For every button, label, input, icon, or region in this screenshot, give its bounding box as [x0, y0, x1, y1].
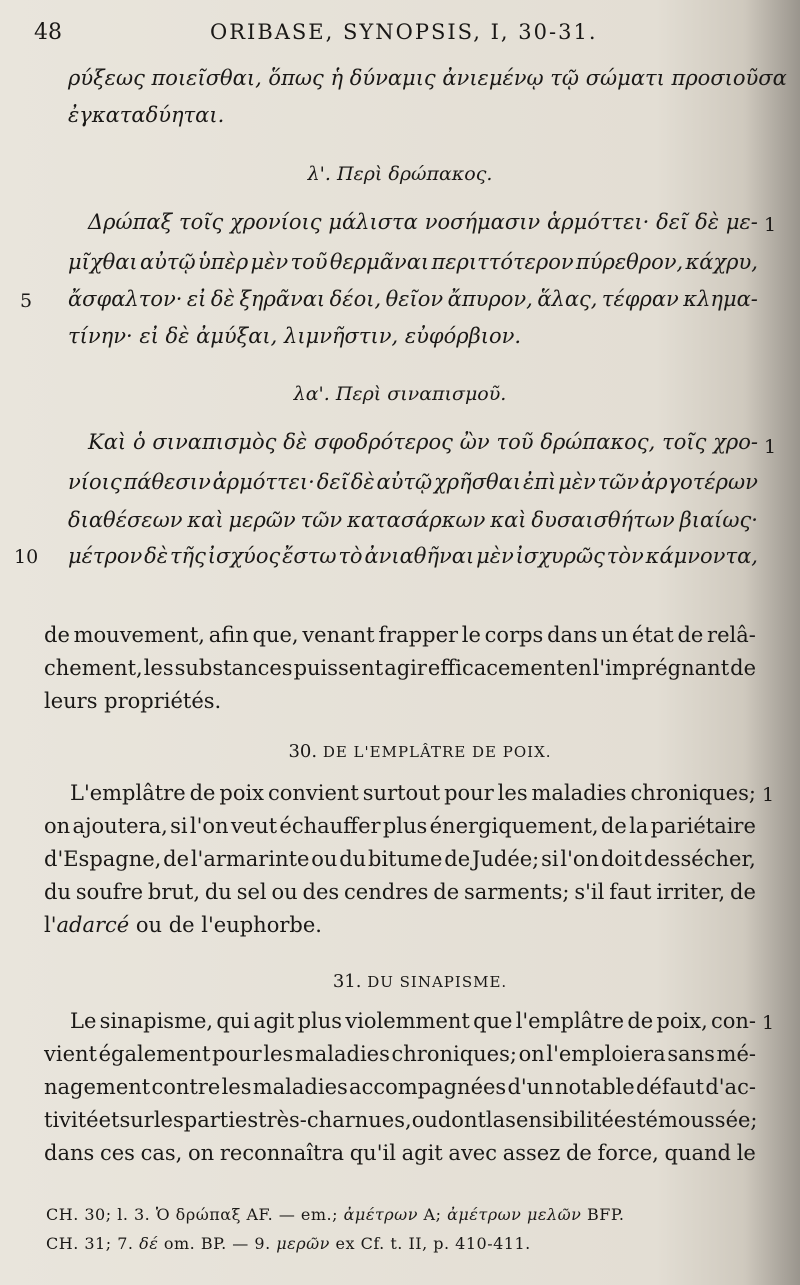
word: la: [485, 1108, 506, 1132]
french-line: [44, 1042, 756, 1066]
word: de: [189, 781, 216, 805]
word: du: [339, 847, 367, 871]
word: le: [736, 1141, 756, 1165]
word: maladies: [252, 1075, 348, 1099]
word: πάθεσιν: [123, 470, 211, 494]
word: νοσήμασιν: [424, 210, 541, 234]
word: αὐτῷ: [139, 250, 196, 274]
word: pour: [212, 1042, 262, 1066]
word: sur: [119, 1108, 154, 1132]
word: chroniques;: [630, 781, 756, 805]
word: ou: [271, 880, 298, 904]
word: sinapisme,: [99, 1009, 214, 1033]
word: dans: [547, 623, 598, 647]
word: poix: [219, 781, 265, 805]
margin-number: 1: [764, 214, 777, 236]
word: relâ-: [707, 623, 756, 647]
word: notable: [554, 1075, 635, 1099]
greek-line: [68, 544, 758, 568]
greek-line: [68, 470, 758, 494]
word: maladies: [294, 1042, 390, 1066]
word: plus: [297, 1009, 343, 1033]
word: ἅλας,: [537, 287, 598, 311]
word: les: [153, 1108, 184, 1132]
word: puissent: [293, 656, 384, 680]
footnote-greek: ἀμέτρων: [343, 1205, 418, 1224]
footnote: [46, 1234, 531, 1253]
word: δεῖ: [316, 470, 349, 494]
greek-line: [68, 250, 758, 274]
french-line-last: [44, 913, 756, 937]
word: avec: [448, 1141, 497, 1165]
word: de: [730, 880, 756, 904]
word: on: [44, 814, 71, 838]
word: με-: [725, 210, 758, 234]
word: convient: [267, 781, 359, 805]
word: de: [730, 656, 756, 680]
word: on: [188, 1141, 215, 1165]
word: maladies: [531, 781, 627, 805]
word: δὲ: [695, 210, 720, 234]
greek-line: τίνην· εἰ δὲ ἀμύξαι, λιμνῆστιν, εὐφόρβιον.: [68, 324, 522, 348]
word: ξηρᾶναι: [239, 287, 326, 311]
word: con-: [710, 1009, 756, 1033]
word: l'imprégnant: [592, 656, 730, 680]
margin-number: 1: [762, 1012, 775, 1034]
word: δρώπακος,: [540, 430, 656, 454]
word: de: [444, 847, 471, 871]
french-line: [70, 1009, 756, 1033]
word: ajoutera,: [72, 814, 168, 838]
word: θερμᾶναι: [329, 250, 430, 274]
word: état: [631, 623, 674, 647]
word: μῖχθαι: [68, 250, 138, 274]
word: de: [565, 1141, 592, 1165]
word: en: [565, 656, 592, 680]
word: αὐτῷ: [376, 470, 433, 494]
word: veut: [230, 814, 278, 838]
word: l'on: [560, 847, 600, 871]
greek-line: [68, 508, 758, 532]
footnote-greek: μερῶν: [276, 1234, 330, 1253]
word: ἀνιαθῆναι: [364, 544, 475, 568]
word: βιαίως·: [679, 508, 758, 532]
italic-term: adarcé: [56, 913, 130, 937]
word: du: [204, 880, 232, 904]
word: δὲ: [350, 470, 375, 494]
word: τῆς: [169, 544, 206, 568]
word: du: [44, 880, 71, 904]
word: sel: [236, 880, 267, 904]
word: dessécher,: [643, 847, 756, 871]
word: μὲν: [558, 470, 596, 494]
word: très-charnues,: [258, 1108, 412, 1132]
word: que: [473, 1009, 513, 1033]
text-run: ou de l'euphorbe.: [129, 913, 322, 937]
word: le: [461, 623, 481, 647]
word: τοῖς: [662, 430, 707, 454]
word: tivité: [44, 1108, 99, 1132]
word: l'on: [189, 814, 229, 838]
page-header: [0, 20, 800, 50]
greek-line: [88, 210, 758, 234]
word: corps: [484, 623, 544, 647]
greek-line: ἐγκαταδύηται.: [68, 103, 225, 127]
word: frapper: [378, 623, 459, 647]
word: force,: [597, 1141, 659, 1165]
word: l'armarinte: [190, 847, 310, 871]
footnote-text: CH. 30; l. 3. Ὁ δρώπαξ AF. — em.;: [46, 1205, 344, 1224]
word: est: [613, 1108, 646, 1132]
section-heading-french-30: [20, 741, 800, 762]
word: que,: [252, 623, 299, 647]
greek-line: ρύξεως ποιεῖσθαι, ὅπως ἡ δύναμις ἀνιεμένῳ τῷ σώματι προσιοῦσα: [68, 66, 787, 90]
word: accompagnées: [349, 1075, 507, 1099]
word: de: [627, 1009, 654, 1033]
word: δὲ: [210, 287, 235, 311]
greek-line: [88, 430, 758, 454]
word: dont: [437, 1108, 486, 1132]
word: de: [44, 623, 70, 647]
word: κάμνοντα,: [645, 544, 758, 568]
word: afin: [208, 623, 249, 647]
footnote-greek: ἀμέτρων μελῶν: [447, 1205, 582, 1224]
word: τὸ: [338, 544, 363, 568]
word: ἀργοτέρων: [641, 470, 758, 494]
word: sans: [667, 1042, 715, 1066]
word: doit: [600, 847, 643, 871]
word: θεῖον: [385, 287, 444, 311]
word: les: [143, 656, 174, 680]
word: μερῶν: [228, 508, 296, 532]
word: δυσαισθήτων: [531, 508, 675, 532]
section-heading-greek-31: λα'. Περὶ σιναπισμοῦ.: [293, 383, 507, 405]
word: mé-: [716, 1042, 756, 1066]
margin-number: 1: [762, 784, 775, 806]
word: sarments;: [464, 880, 570, 904]
word: efficacement: [427, 656, 565, 680]
word: ἰσχύος: [207, 544, 281, 568]
word: agit: [253, 1009, 295, 1033]
word: ἄπυρον,: [447, 287, 533, 311]
word: ὑπὲρ: [198, 250, 249, 274]
word: d'un: [507, 1075, 554, 1099]
word: χρο-: [713, 430, 758, 454]
french-line: [44, 623, 756, 647]
word: cendres: [344, 880, 429, 904]
word: κάχρυ,: [685, 250, 758, 274]
word: émoussée;: [645, 1108, 758, 1132]
word: vient: [44, 1042, 97, 1066]
word: Δρώπαξ: [88, 210, 173, 234]
word: καὶ: [187, 508, 224, 532]
word: τοῖς: [179, 210, 224, 234]
word: chroniques;: [391, 1042, 517, 1066]
word: les: [263, 1042, 294, 1066]
word: brut,: [147, 880, 200, 904]
word: pour: [444, 781, 494, 805]
word: d'Espagne,: [44, 847, 162, 871]
french-line: [44, 1075, 756, 1099]
word: δέοι,: [329, 287, 382, 311]
section-number: 30.: [288, 741, 318, 762]
word: un: [601, 623, 629, 647]
word: ἄσφαλτον·: [68, 287, 183, 311]
word: εἰ: [186, 287, 207, 311]
french-line: [44, 1108, 756, 1132]
word: ὢν: [459, 430, 490, 454]
word: καὶ: [490, 508, 527, 532]
french-line: [44, 1141, 756, 1165]
word: μὲν: [476, 544, 514, 568]
line-number: 10: [14, 546, 39, 568]
word: bitume: [368, 847, 443, 871]
word: les: [497, 781, 528, 805]
word: agit: [401, 1141, 443, 1165]
footnote-text: A;: [417, 1205, 448, 1224]
french-line: [70, 781, 756, 805]
word: διαθέσεων: [68, 508, 183, 532]
word: τέφραν: [601, 287, 679, 311]
word: ou: [311, 847, 338, 871]
word: des: [302, 880, 340, 904]
word: ἰσχυρῶς: [515, 544, 605, 568]
word: et: [98, 1108, 120, 1132]
greek-line: [68, 287, 758, 311]
word: ou: [411, 1108, 438, 1132]
word: δεῖ: [656, 210, 689, 234]
word: τῶν: [300, 508, 343, 532]
word: la: [629, 814, 649, 838]
word: χρῆσθαι: [434, 470, 522, 494]
word: soufre: [75, 880, 144, 904]
french-line: [44, 814, 756, 838]
word: d'ac-: [705, 1075, 756, 1099]
word: s'il: [574, 880, 605, 904]
word: ἐπὶ: [522, 470, 557, 494]
word: τοῦ: [496, 430, 534, 454]
word: de: [163, 847, 190, 871]
word: qui: [216, 1009, 250, 1033]
word: μέτρον: [68, 544, 143, 568]
word: Le: [70, 1009, 97, 1033]
footnote-text: om. BP. — 9.: [158, 1234, 277, 1253]
section-heading-french-31: [20, 971, 800, 992]
word: ἁρμόττει·: [212, 470, 315, 494]
word: irriter,: [656, 880, 726, 904]
word: de: [677, 623, 704, 647]
word: l'emploiera: [546, 1042, 666, 1066]
word: κλημα-: [683, 287, 758, 311]
word: on: [518, 1042, 545, 1066]
word: μὲν: [250, 250, 289, 274]
word: νίοις: [68, 470, 122, 494]
line-number: 5: [20, 290, 33, 312]
word: qu'il: [349, 1141, 396, 1165]
word: agir: [384, 656, 427, 680]
text-run: l': [44, 913, 57, 937]
word: l'emplâtre: [515, 1009, 625, 1033]
word: défaut: [635, 1075, 705, 1099]
word: assez: [502, 1141, 561, 1165]
word: surtout: [362, 781, 441, 805]
word: si: [541, 847, 559, 871]
word: ἁρμόττει·: [547, 210, 650, 234]
french-line: [44, 880, 756, 904]
word: chement,: [44, 656, 143, 680]
word: δὲ: [144, 544, 169, 568]
word: τοῦ: [290, 250, 328, 274]
word: plus: [382, 814, 428, 838]
word: de: [433, 880, 460, 904]
section-number: 31.: [332, 971, 362, 992]
word: τὸν: [606, 544, 644, 568]
word: contre: [151, 1075, 221, 1099]
word: ὁ: [132, 430, 146, 454]
section-title: DU SINAPISME.: [367, 973, 508, 991]
footnote-text: CH. 31; 7.: [46, 1234, 140, 1253]
word: parties: [183, 1108, 259, 1132]
word: mouvement,: [73, 623, 205, 647]
word: Καὶ: [88, 430, 127, 454]
word: les: [221, 1075, 252, 1099]
word: venant: [302, 623, 375, 647]
footnote-text: BFP.: [581, 1205, 625, 1224]
word: ἔστω: [282, 544, 337, 568]
footnote-text: ex Cf. t. II, p. 410-411.: [329, 1234, 531, 1253]
word: ces: [99, 1141, 135, 1165]
french-line: leurs propriétés.: [44, 689, 222, 713]
word: nagement: [44, 1075, 151, 1099]
word: πύρεθρον,: [575, 250, 684, 274]
word: quand: [664, 1141, 731, 1165]
word: L'emplâtre: [70, 781, 186, 805]
word: poix,: [656, 1009, 708, 1033]
word: violemment: [345, 1009, 470, 1033]
section-heading-greek-30: λ'. Περὶ δρώπακος.: [307, 163, 493, 185]
section-title: DE L'EMPLÂTRE DE POIX.: [322, 743, 552, 761]
french-line: [44, 847, 756, 871]
footnote-greek: δέ: [139, 1234, 159, 1253]
word: de: [600, 814, 627, 838]
word: περιττότερον: [431, 250, 574, 274]
word: sensibilité: [505, 1108, 614, 1132]
word: μάλιστα: [328, 210, 418, 234]
footnote: [46, 1205, 624, 1224]
word: χρονίοις: [230, 210, 322, 234]
word: τῶν: [597, 470, 640, 494]
running-title: ORIBASE, SYNOPSIS, I, 30-31.: [210, 20, 598, 44]
page-number: 48: [34, 20, 62, 45]
word: énergiquement,: [429, 814, 599, 838]
word: κατασάρκων: [347, 508, 486, 532]
word: si: [170, 814, 188, 838]
word: σιναπισμὸς: [152, 430, 277, 454]
french-line: [44, 656, 756, 680]
word: Judée;: [471, 847, 540, 871]
word: également: [98, 1042, 211, 1066]
word: échauffer: [279, 814, 381, 838]
word: reconnaîtra: [219, 1141, 345, 1165]
word: pariétaire: [650, 814, 756, 838]
word: dans: [44, 1141, 95, 1165]
word: cas,: [140, 1141, 183, 1165]
word: σφοδρότερος: [313, 430, 453, 454]
margin-number: 1: [764, 436, 777, 458]
word: δὲ: [283, 430, 308, 454]
word: faut: [609, 880, 652, 904]
word: substances: [174, 656, 293, 680]
